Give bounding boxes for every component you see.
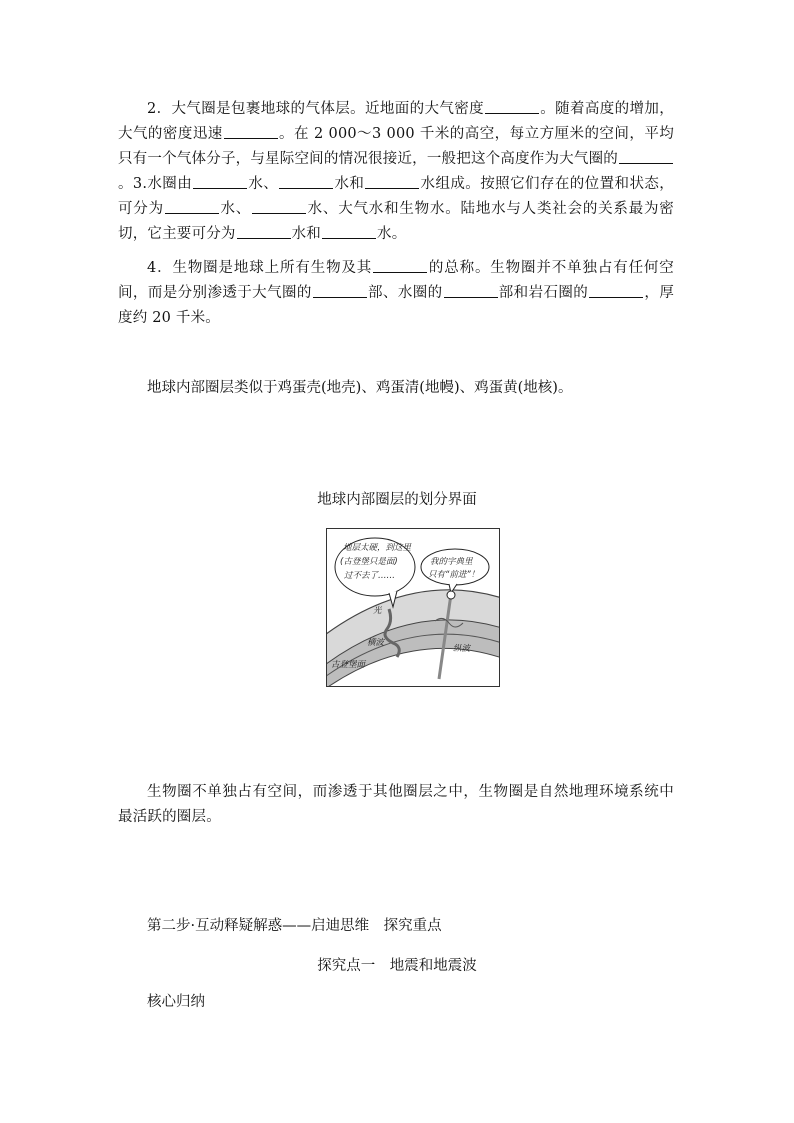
fill-blank[interactable] xyxy=(252,199,306,214)
fill-blank[interactable] xyxy=(237,224,291,239)
step-two-heading: 第二步·互动释疑解惑——启迪思维 探究重点 xyxy=(147,918,442,934)
note-earth-layers: 地球内部圈层类似于鸡蛋壳(地壳)、鸡蛋清(地幔)、鸡蛋黄(地核)。 xyxy=(147,380,573,396)
fill-blank[interactable] xyxy=(619,149,673,164)
fill-blank[interactable] xyxy=(485,99,539,114)
paragraph-biosphere: 4．生物圈是地球上所有生物及其 的总称。生物圈并不单独占有任何空间，而是分别渗透于大气圈的 部、水圈的 部和岩石圈的 ，厚度约 20 千米。 xyxy=(118,260,675,326)
bubble-left-line-3: 过不去了…… xyxy=(344,571,396,581)
fill-blank[interactable] xyxy=(165,199,219,214)
label-light: 光 xyxy=(373,606,382,616)
fill-blank[interactable] xyxy=(589,283,643,298)
fill-blank[interactable] xyxy=(193,174,247,189)
fill-blank[interactable] xyxy=(313,283,367,298)
label-longitudinal-wave: 纵波 xyxy=(453,644,471,654)
bubble-left-line-2: (古登堡只是面) xyxy=(340,557,398,567)
fill-blank[interactable] xyxy=(279,174,333,189)
label-transverse-wave: 横波 xyxy=(367,638,385,648)
fill-blank[interactable] xyxy=(322,224,376,239)
character-head xyxy=(447,591,455,599)
explore-point-heading: 探究点一 地震和地震波 xyxy=(317,958,477,974)
paragraph-atmosphere-hydrosphere: 2．大气圈是包裹地球的气体层。近地面的大气密度 。随着高度的增加，大气的密度迅速 。在 2 000～3 000 千米的高空，每立方厘米的空间，平均只有一个气体分子，与星际空间的情况很接近，一般把这个高度作为大气圈的。3.水圈由 水、 水和 水组成。按照它们存在的位置和状态，可分为 水、 水、大气水和生物水。陆地水与人类社会的关系最为密切，它主要可分为 水和 水。 xyxy=(118,101,674,242)
bubble-left-line-1: 地层太硬，到这里 xyxy=(343,543,412,553)
earth-layers-cartoon xyxy=(326,528,500,687)
note-biosphere: 生物圈不单独占有空间，而渗透于其他圈层之中，生物圈是自然地理环境系统中最活跃的圈层。 xyxy=(118,784,674,825)
bubble-right-line-1: 我的字典里 xyxy=(430,557,473,567)
cartoon-illustration xyxy=(327,529,499,686)
fill-blank[interactable] xyxy=(444,283,498,298)
label-gutenberg-surface: 古登堡面 xyxy=(331,660,366,670)
fill-blank[interactable] xyxy=(365,174,419,189)
fill-blank[interactable] xyxy=(224,124,278,139)
bubble-right-line-2: 只有“前进”！ xyxy=(428,570,480,580)
figure-title: 地球内部圈层的划分界面 xyxy=(317,492,477,508)
core-summary-heading: 核心归纳 xyxy=(147,994,205,1010)
fill-blank[interactable] xyxy=(373,258,427,273)
